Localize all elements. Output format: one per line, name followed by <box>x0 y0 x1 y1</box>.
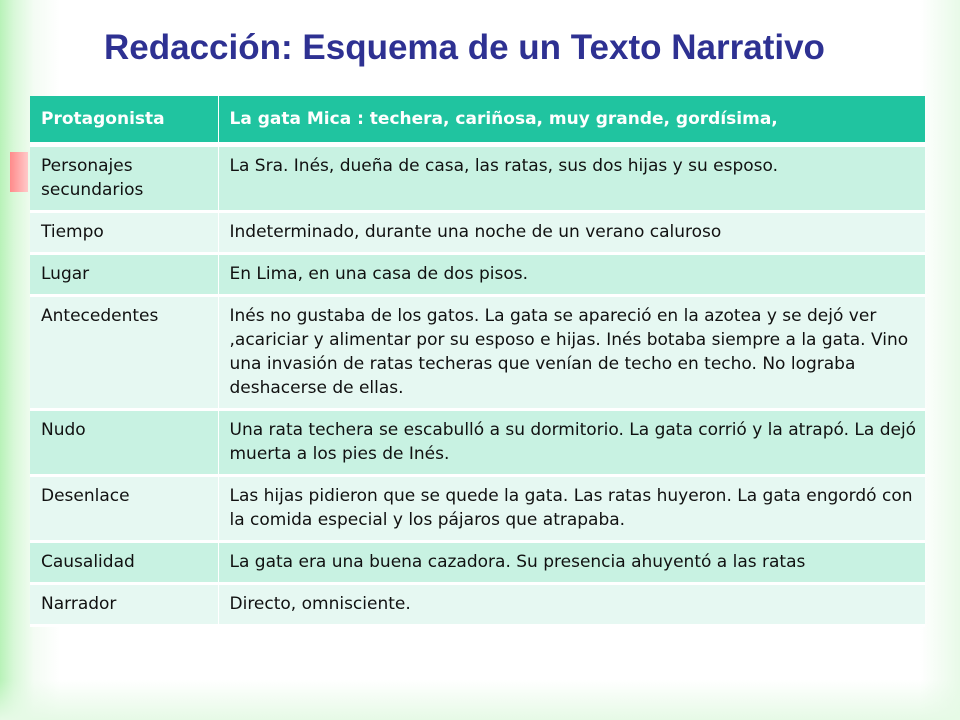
narrative-scheme-table <box>30 96 925 627</box>
table-row <box>30 212 925 254</box>
row-label-cell: Nudo <box>30 410 218 476</box>
table-row <box>30 410 925 476</box>
row-value-cell: La Sra. Inés, dueña de casa, las ratas, sus dos hijas y su esposo. <box>218 145 925 212</box>
row-label-cell: Narrador <box>30 584 218 626</box>
page-title: Redacción: Esquema de un Texto Narrativo <box>104 28 825 67</box>
row-value-cell: Indeterminado, durante una noche de un verano caluroso <box>218 212 925 254</box>
table-row <box>30 254 925 296</box>
row-label-cell: Causalidad <box>30 542 218 584</box>
row-value-cell: Directo, omnisciente. <box>218 584 925 626</box>
table-row <box>30 584 925 626</box>
header-label-cell: Protagonista <box>30 96 218 145</box>
row-label-cell: Antecedentes <box>30 296 218 410</box>
table-row <box>30 542 925 584</box>
row-value-cell: La gata era una buena cazadora. Su presencia ahuyentó a las ratas <box>218 542 925 584</box>
row-label-cell: Tiempo <box>30 212 218 254</box>
row-value-cell: En Lima, en una casa de dos pisos. <box>218 254 925 296</box>
table-header-row <box>30 96 925 145</box>
table-row <box>30 476 925 542</box>
row-value-cell: Inés no gustaba de los gatos. La gata se apareció en la azotea y se dejó ver ,acariciar y alimentar por su esposo e hijas. Inés botaba siempre a la gata. Vino una invasión de ratas techeras que venían de techo en techo. No lograba deshacerse de ellas. <box>218 296 925 410</box>
header-value-cell: La gata Mica : techera, cariñosa, muy grande, gordísima, <box>218 96 925 145</box>
table-row <box>30 296 925 410</box>
row-value-cell: Una rata techera se escabulló a su dormitorio. La gata corrió y la atrapó. La dejó muerta a los pies de Inés. <box>218 410 925 476</box>
row-label-cell: Lugar <box>30 254 218 296</box>
row-label-cell: Desenlace <box>30 476 218 542</box>
right-edge-gradient <box>920 0 960 720</box>
table-row <box>30 145 925 212</box>
row-value-cell: Las hijas pidieron que se quede la gata. Las ratas huyeron. La gata engordó con la comida especial y los pájaros que atrapaba. <box>218 476 925 542</box>
red-accent-tab <box>10 152 28 192</box>
bottom-edge-gradient <box>0 680 960 720</box>
row-label-cell: Personajes secundarios <box>30 145 218 212</box>
